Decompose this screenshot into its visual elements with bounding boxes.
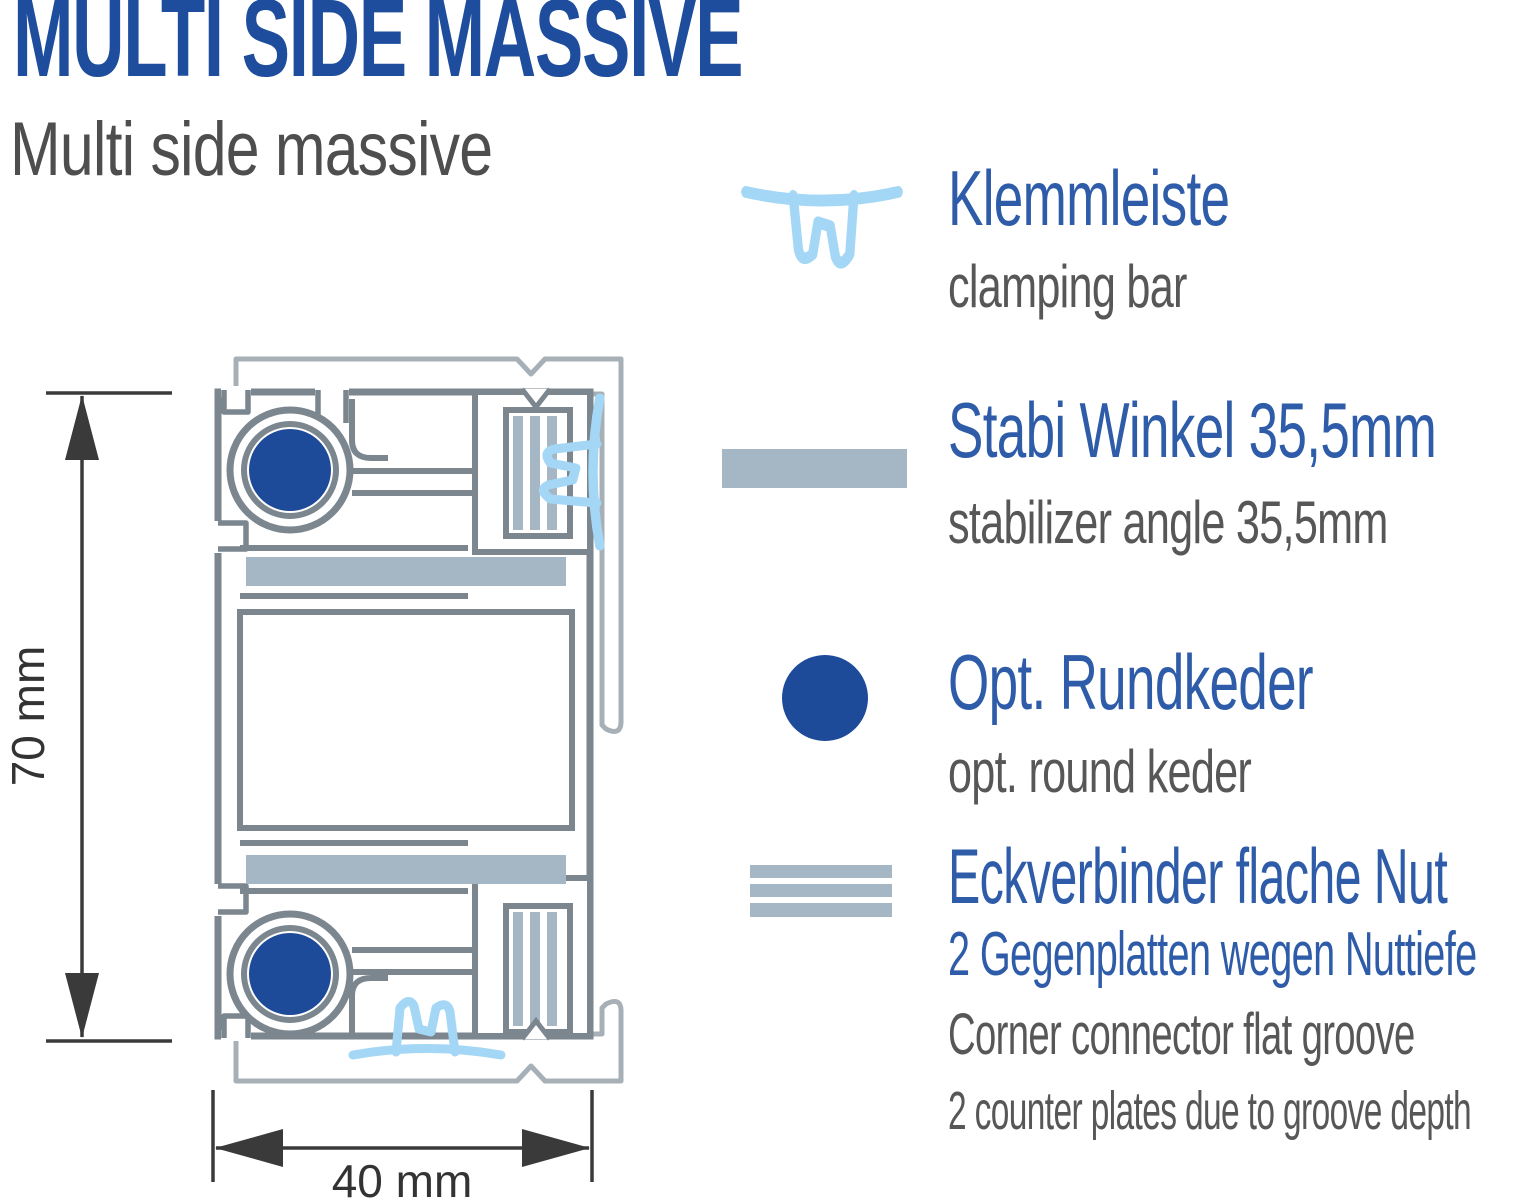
legend-item-corner-connector-title-row: [948, 832, 1530, 920]
stabilizer-bar-top: [246, 557, 566, 586]
round-keder-top: [249, 429, 331, 511]
clamping-bar-icon: [746, 192, 898, 263]
corner-connector-icon: [750, 865, 892, 917]
page-subtitle: Multi side massive: [10, 107, 493, 192]
profile-body: [212, 386, 600, 1055]
legend-item-corner-connector-subde-row: [948, 920, 1530, 989]
height-dimension-label: 70 mm: [2, 645, 54, 787]
round-keder-icon: [782, 655, 868, 741]
legend-note-corner-connector: 2 counter plates due to groove depth: [948, 1081, 1472, 1141]
keder-housing-bottom: [230, 914, 350, 1034]
legend-item-round-keder-title-row: [948, 638, 1485, 726]
legend-icons: [722, 192, 907, 917]
legend-title-stabilizer: Stabi Winkel 35,5mm: [948, 386, 1437, 474]
stabilizer-bar-bottom: [246, 855, 566, 884]
legend-title-round-keder: Opt. Rundkeder: [948, 638, 1313, 726]
legend-item-clamping-bar-title-row: [948, 154, 1362, 242]
legend-subtitle-stabilizer: stabilizer angle 35,5mm: [948, 489, 1388, 556]
round-keder-bottom: [249, 933, 331, 1015]
legend-subtitle-round-keder: opt. round keder: [948, 738, 1252, 805]
legend-item-stabilizer-sub-row: [948, 489, 1530, 556]
header: [13, 0, 1118, 100]
legend-item-stabilizer-title-row: [948, 386, 1530, 474]
stabilizer-bar-icon: [722, 449, 907, 488]
legend-item-clamping-bar-sub-row: [948, 253, 1280, 320]
central-chamber: [240, 612, 572, 828]
legend-item-round-keder-sub-row: [948, 738, 1369, 805]
legend-item-corner-connector-note-row: [948, 1081, 1530, 1141]
page-title: MULTI SIDE MASSIVE: [13, 0, 743, 100]
legend-item-corner-connector-suben-row: [948, 1002, 1530, 1067]
keder-housing-top: [230, 410, 350, 530]
legend-subtitle-de-corner-connector: 2 Gegenplatten wegen Nuttiefe: [948, 920, 1477, 989]
header-subtitle-row: [10, 107, 613, 192]
legend-title-clamping-bar: Klemmleiste: [948, 154, 1230, 242]
width-dimension-label: 40 mm: [331, 1155, 473, 1200]
legend-title-corner-connector: Eckverbinder flache Nut: [948, 832, 1448, 920]
legend-subtitle-en-corner-connector: Corner connector flat groove: [948, 1002, 1415, 1067]
legend-subtitle-clamping-bar: clamping bar: [948, 253, 1187, 320]
